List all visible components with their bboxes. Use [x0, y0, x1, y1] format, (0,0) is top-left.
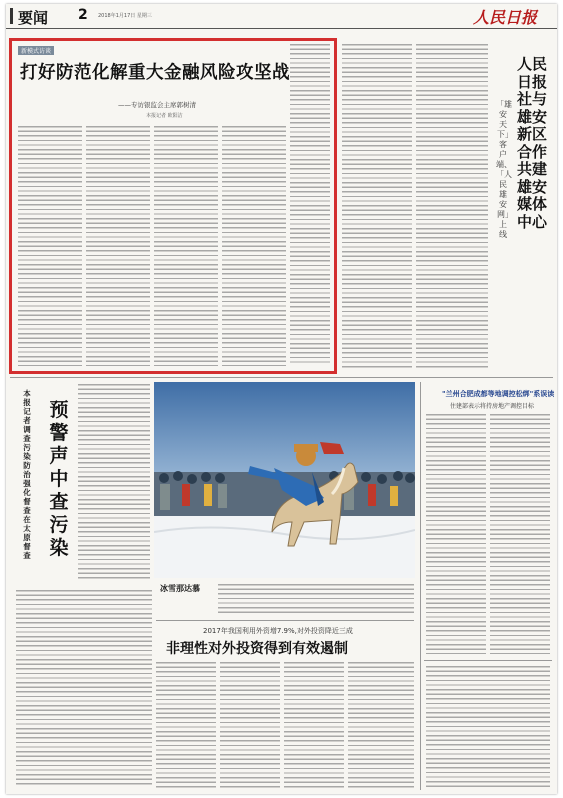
right-vertical-subtitle: 「雄安天下」客户端、「人民雄安网」上线	[496, 100, 512, 239]
newspaper-page	[6, 4, 557, 794]
lower-left-body	[16, 590, 152, 788]
news-photo[interactable]	[154, 382, 415, 578]
lower-left-subtitle: 本报记者调查污染防治强化督查在太原督查	[23, 389, 31, 560]
page-header	[6, 4, 557, 29]
highlight-box	[9, 38, 337, 374]
body-column	[416, 44, 488, 370]
body-column	[342, 44, 412, 370]
photo-caption-text	[218, 584, 414, 614]
lower-headline[interactable]: 非理性对外投资得到有效遏制	[166, 641, 348, 657]
section-title: 要闻	[18, 9, 49, 27]
lower-left-body	[78, 384, 150, 582]
lower-body-column	[284, 662, 344, 790]
lower-subtitle: 2017年我国利用外资增7.9%,对外投资降近三成	[203, 627, 353, 635]
lower-left-headline[interactable]: 预警声中查污染	[49, 399, 69, 559]
photo-horse-rider	[154, 382, 415, 578]
vertical-divider	[420, 382, 421, 790]
masthead-logo: 人民日报	[472, 8, 537, 27]
lower-body-column	[156, 662, 216, 790]
date-line: 2018年1月17日 星期三	[98, 13, 152, 19]
page-number: 2	[78, 7, 88, 23]
right-vertical-headline[interactable]: 人民日报社与雄安新区合作共建雄安媒体中心	[516, 55, 547, 231]
lead-byline: 本报记者 欧阳洁	[146, 113, 183, 119]
right-lower-body	[426, 666, 550, 790]
photo-caption-title: 冰雪那达慕	[160, 584, 200, 593]
right-lower-subtitle: 住建部表示将持房地产调控目标	[450, 403, 535, 410]
header-bar	[10, 8, 13, 24]
right-lower-body	[490, 414, 550, 654]
horizontal-divider	[10, 377, 553, 378]
horizontal-divider	[156, 620, 414, 621]
lead-subtitle: ——专访银监会主席郭树清	[118, 101, 196, 109]
lower-body-column	[348, 662, 414, 790]
lower-body-column	[220, 662, 280, 790]
right-lower-body	[426, 414, 486, 654]
right-lower-headline[interactable]: "兰州合肥成都等地调控松绑"系误读	[442, 390, 555, 398]
article-tag: 新模式访谈	[18, 46, 54, 55]
lead-headline[interactable]: 打好防范化解重大金融风险攻坚战	[20, 63, 290, 83]
horizontal-divider	[424, 660, 552, 661]
